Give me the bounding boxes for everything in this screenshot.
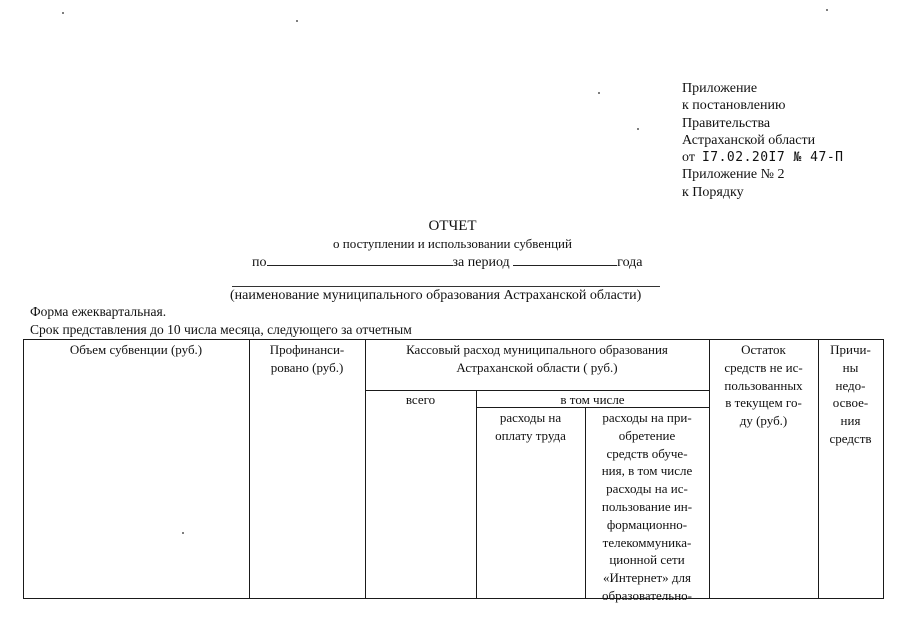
period-blank — [513, 253, 617, 266]
scan-speck — [296, 20, 298, 22]
header-label: ния — [840, 413, 861, 429]
header-learning-means — [585, 409, 709, 605]
header-reasons — [818, 341, 883, 448]
appendix-number: Приложение № 2 — [682, 167, 785, 183]
table-border-right — [883, 339, 884, 599]
decree-ot-label: от — [682, 150, 695, 166]
report-title: ОТЧЕТ — [428, 218, 477, 234]
header-financed — [249, 341, 365, 377]
appendix-line: Астраханской области — [682, 132, 816, 148]
header-label: средств не ис- — [724, 359, 803, 375]
header-label: освое- — [832, 395, 869, 411]
header-label: пользование ин- — [601, 498, 693, 514]
appendix-line: Правительства — [682, 115, 771, 131]
deadline-note: Срок представления до 10 числа месяца, следующего за отчетным — [30, 322, 412, 337]
header-label: в текущем го- — [725, 395, 802, 411]
table-top-border — [23, 339, 883, 340]
period-line — [252, 253, 643, 271]
header-including — [476, 391, 709, 409]
header-label: в том числе — [560, 392, 625, 407]
header-label: расходы на ис- — [606, 481, 688, 497]
header-label: ны — [842, 359, 859, 375]
municipality-caption: (наименование муниципального образования Астраханской области) — [230, 288, 642, 303]
period-label: за период — [452, 255, 510, 270]
report-subtitle: о поступлении и использовании субвенций — [333, 236, 572, 251]
table-border-left — [23, 339, 24, 599]
year-label: года — [617, 255, 643, 270]
appendix-block — [682, 80, 844, 201]
form-note: Форма ежеквартальная. — [30, 304, 167, 319]
header-label: Кассовый расход муниципального образования — [406, 342, 668, 357]
header-label: средств обуче- — [606, 445, 688, 461]
municipality-blank-line — [232, 286, 660, 287]
header-labor-costs — [476, 409, 585, 445]
header-label: всего — [405, 392, 436, 407]
table-divider — [365, 339, 366, 599]
header-label: Астраханской области ( руб.) — [456, 359, 618, 375]
header-cash-expense — [365, 341, 709, 377]
header-label: Причи- — [830, 342, 871, 357]
recipient-blank — [267, 253, 453, 266]
header-total — [365, 391, 476, 409]
header-label: ционной сети — [609, 552, 685, 568]
appendix-line: к постановлению — [682, 98, 786, 114]
header-label: Объем субвенции (руб.) — [69, 342, 203, 357]
header-label: расходы на — [499, 410, 562, 425]
header-label: Остаток — [741, 342, 786, 357]
table-bottom-border — [23, 598, 883, 599]
scan-speck — [598, 92, 600, 94]
table-divider — [249, 339, 250, 599]
header-label: образовательно- — [602, 587, 692, 603]
scan-speck — [62, 12, 64, 14]
header-label: оплату труда — [495, 427, 566, 443]
decree-reference — [682, 149, 844, 166]
header-label: пользованных — [724, 377, 803, 393]
header-label: расходы на при- — [602, 410, 692, 425]
decree-date-number: I7.02.20I7 № 47-П — [701, 150, 844, 166]
header-label: ровано (руб.) — [270, 359, 344, 375]
header-label: обретение — [618, 427, 676, 443]
scan-speck — [182, 532, 184, 534]
header-label: недо- — [835, 377, 866, 393]
header-label: ния, в том числе — [601, 463, 693, 479]
header-label: формационно- — [606, 516, 688, 532]
po-label: по — [252, 255, 267, 270]
scan-speck — [637, 128, 639, 130]
header-label: ду (руб.) — [739, 413, 788, 429]
header-label: средств — [829, 430, 872, 446]
header-label: телекоммуника- — [602, 534, 692, 550]
scan-speck — [826, 9, 828, 11]
header-balance — [709, 341, 818, 430]
header-subvention-volume — [23, 341, 249, 359]
appendix-line: Приложение — [682, 81, 758, 96]
header-label: Профинанси- — [269, 342, 345, 357]
header-label: «Интернет» для — [602, 570, 692, 586]
procedure-reference: к Порядку — [682, 184, 744, 200]
